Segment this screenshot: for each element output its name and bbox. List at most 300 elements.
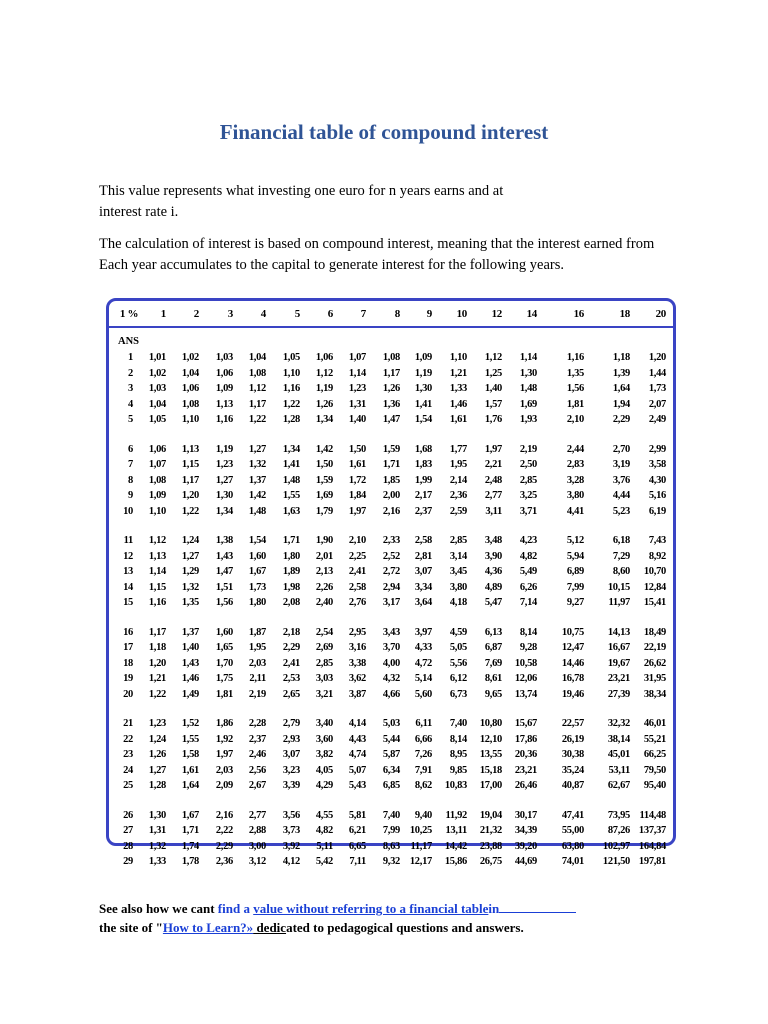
table-cell: 1,27 (215, 474, 233, 486)
year-label: 27 (123, 825, 133, 837)
table-cell: 2,69 (315, 642, 333, 654)
table-cell: 11,92 (445, 809, 467, 821)
table-cell: 12,84 (643, 581, 666, 593)
table-cell: 1,10 (449, 352, 467, 363)
year-label: 19 (123, 673, 133, 685)
table-cell: 4,33 (414, 642, 432, 654)
table-cell: 3,80 (566, 490, 584, 502)
table-cell: 15,18 (479, 764, 502, 776)
table-cell: 1,50 (315, 459, 333, 471)
explanation-paragraph (99, 234, 699, 276)
table-cell: 4,82 (315, 825, 333, 837)
table-cell: 14,42 (444, 840, 467, 852)
table-cell: 6,13 (484, 626, 502, 638)
table-cell: 1,09 (148, 490, 166, 502)
table-cell: 1,27 (181, 550, 199, 562)
table-cell: 2,37 (248, 733, 266, 745)
table-cell: 4,00 (382, 657, 400, 669)
table-cell: 2,01 (315, 550, 333, 562)
table-cell: 1,30 (148, 809, 166, 821)
table-cell: 4,05 (315, 764, 333, 776)
table-cell: 137,37 (638, 825, 666, 837)
table-cell: 1,61 (181, 764, 199, 776)
table-cell: 3,11 (485, 505, 502, 517)
table-cell: 1,61 (449, 414, 467, 426)
table-header-row (109, 301, 673, 328)
table-cell: 1,22 (248, 414, 266, 426)
year-label: 10 (123, 505, 133, 517)
table-cell: 1,46 (449, 398, 467, 410)
table-cell: 1,43 (215, 550, 233, 562)
table-cell: 5,16 (648, 490, 666, 502)
compound-interest-table (106, 298, 676, 868)
table-cell: 1,72 (348, 474, 366, 486)
table-cell: 1,36 (382, 398, 400, 410)
table-cell: 3,73 (282, 825, 300, 837)
table-cell: 1,98 (282, 581, 300, 593)
table-cell: 2,16 (215, 809, 233, 821)
table-cell: 6,66 (414, 733, 432, 745)
table-cell: 1,09 (215, 383, 233, 395)
table-cell: 8,62 (414, 780, 432, 792)
table-cell: 1,30 (519, 367, 537, 379)
year-label: 6 (128, 443, 133, 455)
table-cell: 1,97 (215, 749, 233, 761)
table-cell: 1,74 (181, 840, 199, 852)
table-cell: 2,08 (282, 597, 300, 609)
footer-text: the site of " (99, 920, 163, 935)
table-cell: 1,18 (148, 642, 166, 654)
rate-header: 9 (426, 308, 432, 320)
table-cell: 1,83 (414, 459, 432, 471)
table-cell: 1,07 (348, 352, 366, 363)
table-cell: 23,88 (479, 840, 502, 852)
table-cell: 2,49 (648, 414, 666, 426)
table-cell: 1,19 (215, 443, 233, 455)
table-cell: 3,14 (449, 550, 467, 562)
rate-header: 12 (491, 308, 502, 320)
table-cell: 1,08 (181, 398, 199, 410)
table-cell: 9,40 (414, 809, 432, 821)
table-cell: 1,34 (282, 443, 300, 455)
table-cell: 5,49 (519, 566, 537, 578)
table-cell: 35,24 (561, 764, 584, 776)
table-cell: 5,42 (315, 856, 333, 868)
year-label: 28 (123, 840, 133, 852)
table-cell: 1,68 (414, 443, 432, 455)
table-cell: 1,42 (315, 443, 333, 455)
table-cell: 3,48 (484, 535, 502, 546)
table-cell: 6,18 (612, 535, 630, 546)
table-cell: 14,46 (561, 657, 584, 669)
table-cell: 2,79 (282, 718, 300, 729)
rate-header: 1 (160, 308, 166, 320)
table-cell: 4,82 (519, 550, 537, 562)
table-cell: 1,10 (282, 367, 300, 379)
table-cell: 2,77 (248, 809, 266, 821)
table-cell: 1,70 (215, 657, 233, 669)
table-cell: 1,60 (248, 550, 266, 562)
table-cell: 1,22 (282, 398, 300, 410)
table-cell: 4,29 (315, 780, 333, 792)
year-label: 1 (128, 352, 133, 363)
table-cell: 1,26 (315, 398, 333, 410)
table-cell: 2,28 (248, 718, 266, 729)
table-cell: 1,28 (148, 780, 166, 792)
table-cell: 1,29 (181, 566, 199, 578)
rate-header: 2 (193, 308, 199, 320)
table-cell: 62,67 (607, 780, 630, 792)
table-cell: 1,40 (348, 414, 366, 426)
intro-line-1: This value represents what investing one euro for n years earns and at (99, 183, 504, 199)
table-cell: 1,48 (519, 383, 537, 395)
table-cell: 3,38 (348, 657, 366, 669)
rate-header: 10 (456, 308, 467, 320)
table-cell: 1,12 (248, 383, 266, 395)
how-to-learn-link[interactable]: How to Learn?» (162, 920, 254, 935)
table-cell: 2,29 (215, 840, 233, 852)
table-cell: 2,03 (215, 764, 233, 776)
footer-line-1 (99, 900, 576, 917)
table-cell: 3,39 (282, 780, 300, 792)
table-cell: 1,13 (181, 443, 199, 455)
table-cell: 3,56 (282, 809, 300, 821)
table-cell: 2,37 (414, 505, 432, 517)
table-cell: 1,69 (315, 490, 333, 502)
table-cell: 3,76 (612, 474, 630, 486)
table-cell: 1,33 (148, 856, 166, 868)
table-cell: 2,50 (519, 459, 537, 471)
table-cell: 1,22 (148, 688, 166, 700)
table-cell: 1,67 (181, 809, 199, 821)
table-cell: 5,14 (414, 673, 432, 685)
table-cell: 4,59 (449, 626, 467, 638)
year-label: 3 (128, 383, 133, 395)
table-cell: 1,47 (215, 566, 233, 578)
table-cell: 6,34 (382, 764, 400, 776)
table-cell: 7,99 (382, 825, 400, 837)
explanation-line-1: The calculation of interest is based on compound interest, meaning that the interest earned from (99, 236, 655, 252)
explanation-line-2: Each year accumulates to the capital to generate interest for the following years. (99, 257, 565, 273)
table-cell: 6,21 (348, 825, 366, 837)
table-cell: 164,84 (638, 840, 666, 852)
table-cell: 8,60 (612, 566, 630, 578)
intro-paragraph (99, 181, 559, 223)
table-cell: 2,13 (315, 566, 333, 578)
table-cell: 121,50 (602, 856, 630, 868)
table-cell: 1,40 (181, 642, 199, 654)
table-cell: 1,95 (449, 459, 467, 471)
table-cell: 1,46 (181, 673, 199, 685)
table-cell: 1,12 (484, 352, 502, 363)
table-cell: 1,41 (414, 398, 432, 410)
table-cell: 1,20 (148, 657, 166, 669)
year-label: 4 (128, 398, 133, 410)
table-cell: 1,86 (215, 718, 233, 729)
table-cell: 1,06 (215, 367, 233, 379)
table-cell: 6,19 (648, 505, 666, 517)
table-cell: 2,19 (519, 443, 537, 455)
table-cell: 2,10 (348, 535, 366, 546)
table-cell: 1,32 (148, 840, 166, 852)
table-cell: 3,07 (282, 749, 300, 761)
table-cell: 1,48 (282, 474, 300, 486)
table-cell: 12,10 (479, 733, 502, 745)
table-cell: 1,21 (449, 367, 467, 379)
table-cell: 1,22 (181, 505, 199, 517)
table-cell: 2,40 (315, 597, 333, 609)
table-cell: 1,63 (282, 505, 300, 517)
table-cell: 1,52 (181, 718, 199, 729)
table-cell: 2,94 (382, 581, 400, 593)
table-cell: 1,27 (148, 764, 166, 776)
table-cell: 95,40 (643, 780, 666, 792)
table-cell: 1,99 (414, 474, 432, 486)
table-cell: 1,80 (248, 597, 266, 609)
table-cell: 1,92 (215, 733, 233, 745)
table-cell: 1,14 (519, 352, 537, 363)
table-cell: 1,95 (248, 642, 266, 654)
table-cell: 17,86 (514, 733, 537, 745)
table-cell: 1,42 (248, 490, 266, 502)
table-cell: 10,83 (444, 780, 467, 792)
table-cell: 1,27 (248, 443, 266, 455)
table-cell: 3,64 (414, 597, 432, 609)
year-label: 2 (128, 367, 133, 379)
table-cell: 197,81 (638, 856, 666, 868)
table-cell: 2,52 (382, 550, 400, 562)
table-cell: 2,29 (282, 642, 300, 654)
table-cell: 1,19 (414, 367, 432, 379)
table-cell: 11,97 (608, 597, 630, 609)
table-cell: 1,87 (248, 626, 266, 638)
table-cell: 1,54 (248, 535, 266, 546)
table-cell: 2,18 (282, 626, 300, 638)
table-cell: 3,12 (248, 856, 266, 868)
table-cell: 1,31 (148, 825, 166, 837)
table-cell: 1,77 (449, 443, 467, 455)
table-cell: 19,67 (607, 657, 630, 669)
table-cell: 4,18 (449, 597, 467, 609)
year-label: 16 (123, 626, 133, 638)
table-cell: 10,25 (409, 825, 432, 837)
table-cell: 8,92 (648, 550, 666, 562)
table-cell: 1,24 (148, 733, 166, 745)
table-cell: 66,25 (643, 749, 666, 761)
table-cell: 20,36 (514, 749, 537, 761)
table-cell: 1,81 (215, 688, 233, 700)
table-cell: 3,82 (315, 749, 333, 761)
table-cell: 8,95 (449, 749, 467, 761)
table-cell: 3,03 (315, 673, 333, 685)
table-cell: 5,60 (414, 688, 432, 700)
table-cell: 1,97 (348, 505, 366, 517)
table-cell: 1,17 (181, 474, 199, 486)
table-cell: 2,41 (348, 566, 366, 578)
table-cell: 8,63 (382, 840, 400, 852)
table-cell: 26,46 (514, 780, 537, 792)
table-cell: 40,87 (561, 780, 584, 792)
table-cell: 2,00 (382, 490, 400, 502)
table-cell: 5,56 (449, 657, 467, 669)
table-cell: 1,18 (612, 352, 630, 363)
table-cell: 10,15 (607, 581, 630, 593)
table-cell: 5,43 (348, 780, 366, 792)
table-cell: 2,76 (348, 597, 366, 609)
table-cell: 1,39 (612, 367, 630, 379)
table-cell: 6,73 (449, 688, 467, 700)
table-cell: 4,14 (348, 718, 366, 729)
table-cell: 1,02 (181, 352, 199, 363)
table-cell: 10,58 (514, 657, 537, 669)
table-cell: 1,23 (215, 459, 233, 471)
table-cell: 1,09 (414, 352, 432, 363)
table-cell: 10,75 (561, 626, 584, 638)
table-cell: 39,20 (514, 840, 537, 852)
table-cell: 2,44 (566, 443, 584, 455)
table-cell: 1,61 (348, 459, 366, 471)
rate-header: 14 (526, 308, 537, 320)
table-cell: 2,65 (282, 688, 300, 700)
table-cell: 87,26 (607, 825, 630, 837)
table-cell: 27,39 (607, 688, 630, 700)
table-cell: 3,43 (382, 626, 400, 638)
financial-table-link[interactable]: value without referring to a financial table (253, 901, 489, 916)
table-cell: 1,75 (215, 673, 233, 685)
table-cell: 5,07 (348, 764, 366, 776)
table-cell: 1,59 (382, 443, 400, 455)
year-label: 17 (123, 642, 133, 654)
table-cell: 1,37 (248, 474, 266, 486)
table-cell: 1,08 (382, 352, 400, 363)
table-cell: 1,04 (181, 367, 199, 379)
table-cell: 7,29 (612, 550, 630, 562)
table-cell: 1,03 (148, 383, 166, 395)
table-cell: 1,26 (382, 383, 400, 395)
table-cell: 2,46 (248, 749, 266, 761)
table-cell: 1,16 (566, 352, 584, 363)
table-cell: 4,72 (414, 657, 432, 669)
rate-header: 5 (294, 308, 300, 320)
table-cell: 38,14 (607, 733, 630, 745)
table-cell: 2,72 (382, 566, 400, 578)
table-cell: 1,32 (248, 459, 266, 471)
table-cell: 15,41 (643, 597, 666, 609)
table-cell: 14,13 (607, 626, 630, 638)
year-label: 24 (123, 764, 133, 776)
find-value-link[interactable]: find a (217, 901, 254, 916)
page-title: Financial table of compound interest (219, 120, 549, 144)
footer-link-suffix[interactable]: in (488, 901, 500, 916)
table-cell: 38,34 (643, 688, 666, 700)
table-cell: 63,80 (561, 840, 584, 852)
table-cell: 1,04 (148, 398, 166, 410)
table-cell: 1,43 (181, 657, 199, 669)
table-cell: 1,10 (148, 505, 166, 517)
table-cell: 2,48 (484, 474, 502, 486)
table-cell: 1,28 (282, 414, 300, 426)
table-cell: 55,00 (561, 825, 584, 837)
table-cell: 2,59 (449, 505, 467, 517)
table-cell: 1,58 (181, 749, 199, 761)
table-cell: 1,35 (181, 597, 199, 609)
table-cell: 1,07 (148, 459, 166, 471)
table-cell: 6,89 (566, 566, 584, 578)
table-cell: 1,14 (148, 566, 166, 578)
table-cell: 3,07 (414, 566, 432, 578)
table-cell: 2,16 (382, 505, 400, 517)
table-cell: 2,11 (249, 673, 266, 685)
table-cell: 7,99 (566, 581, 584, 593)
table-cell: 2,95 (348, 626, 366, 638)
table-cell: 8,61 (484, 673, 502, 685)
table-cell: 1,12 (315, 367, 333, 379)
table-cell: 5,23 (612, 505, 630, 517)
table-cell: 1,04 (248, 352, 266, 363)
table-cell: 26,75 (479, 856, 502, 868)
table-cell: 2,36 (449, 490, 467, 502)
table-cell: 79,50 (643, 764, 666, 776)
years-label: ANS (118, 336, 140, 347)
table-cell: 1,13 (148, 550, 166, 562)
table-cell: 4,23 (519, 535, 537, 546)
table-cell: 9,28 (519, 642, 537, 654)
rate-header: 16 (573, 308, 584, 320)
table-cell: 4,36 (484, 566, 502, 578)
year-label: 20 (123, 688, 133, 700)
table-cell: 1,89 (282, 566, 300, 578)
table-cell: 1,73 (648, 383, 666, 395)
table-cell: 1,35 (566, 367, 584, 379)
table-cell: 7,40 (382, 809, 400, 821)
year-label: 26 (123, 809, 133, 821)
table-cell: 114,48 (639, 809, 666, 821)
table-cell: 1,85 (382, 474, 400, 486)
table-cell: 1,06 (315, 352, 333, 363)
year-label: 13 (123, 566, 133, 578)
table-cell: 6,12 (449, 673, 467, 685)
table-cell: 1,16 (215, 414, 233, 426)
table-cell: 1,64 (181, 780, 199, 792)
table-cell: 23,21 (607, 673, 630, 685)
table-cell: 3,80 (449, 581, 467, 593)
table-cell: 16,67 (607, 642, 630, 654)
table-cell: 1,47 (382, 414, 400, 426)
table-cell: 1,49 (181, 688, 199, 700)
table-cell: 73,95 (607, 809, 630, 821)
table-cell: 2,36 (215, 856, 233, 868)
table-cell: 7,91 (414, 764, 432, 776)
table-cell: 2,21 (484, 459, 502, 471)
year-label: 7 (128, 459, 133, 471)
table-cell: 3,17 (382, 597, 400, 609)
year-label: 25 (123, 780, 133, 792)
table-cell: 2,09 (215, 780, 233, 792)
table-cell: 1,05 (148, 414, 166, 426)
table-cell: 2,33 (382, 535, 400, 546)
table-cell: 3,19 (612, 459, 630, 471)
link-underline (499, 900, 576, 913)
table-cell: 3,00 (248, 840, 266, 852)
table-cell: 15,86 (444, 856, 467, 868)
table-cell: 1,23 (148, 718, 166, 729)
rate-header: 4 (260, 308, 266, 320)
table-cell: 30,38 (561, 749, 584, 761)
table-cell: 16,78 (561, 673, 584, 685)
table-cell: 1,93 (519, 414, 537, 426)
table-cell: 1,81 (566, 398, 584, 410)
table-cell: 3,28 (566, 474, 584, 486)
